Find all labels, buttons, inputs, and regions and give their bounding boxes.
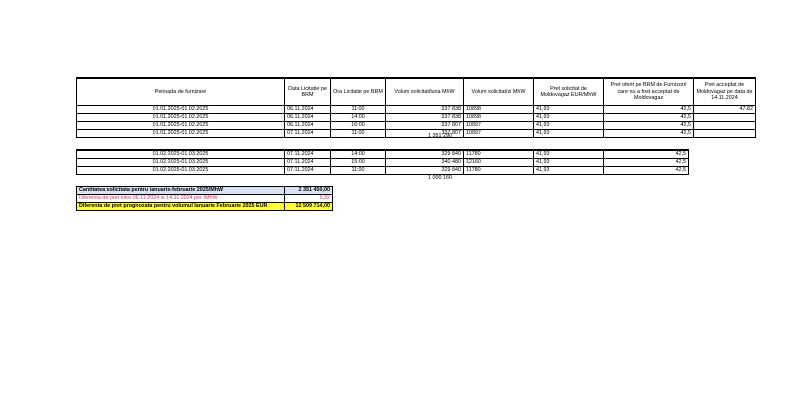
header-period: Perioada de furnizare	[77, 78, 285, 106]
cell-volume-month: 329 840	[386, 167, 464, 175]
cell-volume-day: 10898	[464, 114, 534, 122]
cell-period: 01.02.2025-01.03.2025	[77, 150, 285, 159]
header-auction-date: Data Licitatie pe BRM	[285, 78, 331, 106]
cell-volume-month: 340 480	[386, 159, 464, 167]
cell-time: 14:00	[331, 150, 386, 159]
cell-volume-day: 11780	[464, 167, 534, 175]
bids-table-february	[76, 149, 689, 175]
cell-period: 01.01.2025-01.02.2025	[77, 130, 285, 138]
header-requested-price: Pret solicitat de Moldovagaz EUR/MhW	[534, 78, 604, 106]
cell-accepted-price	[694, 130, 756, 138]
cell-time: 15:00	[331, 159, 386, 167]
cell-period: 01.02.2025-01.03.2025	[77, 159, 285, 167]
cell-volume-day: 10897	[464, 122, 534, 130]
cell-volume-day: 12160	[464, 159, 534, 167]
header-volume-month: Volum solicitat/luna MhW	[386, 78, 464, 106]
cell-period: 01.02.2025-01.03.2025	[77, 167, 285, 175]
table-row	[77, 130, 756, 138]
cell-date: 06.11.2024	[285, 122, 331, 130]
table-row	[77, 167, 689, 175]
cell-volume-month: 337 838	[386, 114, 464, 122]
summary-label: Cantitatea solicitata pentru ianuarie-februarie 2025/MhW	[77, 187, 285, 195]
cell-period: 01.01.2025-01.02.2025	[77, 122, 285, 130]
summary-value: 2 351 450,00	[285, 187, 333, 195]
table-header-row	[77, 78, 756, 106]
cell-offered-price: 42,5	[604, 106, 694, 114]
cell-accepted-price: 47,82	[694, 106, 756, 114]
cell-volume-month: 337 807	[386, 122, 464, 130]
cell-volume-day: 11780	[464, 150, 534, 159]
header-volume-day: Volum solicitat/zi MhW	[464, 78, 534, 106]
summary-value: 12 509 714,00	[285, 203, 333, 211]
total-january: 1 351 290	[428, 133, 452, 139]
cell-time: 14:00	[331, 114, 386, 122]
cell-accepted-price	[694, 114, 756, 122]
summary-row-quantity	[77, 187, 333, 195]
summary-value: 5,32	[285, 195, 333, 203]
table-row	[77, 106, 756, 114]
cell-offered-price: 42,5	[604, 167, 689, 175]
cell-volume-month: 337 838	[386, 106, 464, 114]
cell-requested-price: 41,93	[534, 167, 604, 175]
summary-row-price-diff	[77, 195, 333, 203]
summary-table	[76, 186, 333, 211]
cell-offered-price: 42,5	[604, 150, 689, 159]
header-accepted-price: Pret acceptat de Moldovagaz pe data de 14.11.2024	[694, 78, 756, 106]
cell-time: 16:00	[331, 122, 386, 130]
cell-volume-month: 329 840	[386, 150, 464, 159]
cell-time: 11:00	[331, 106, 386, 114]
cell-period: 01.01.2025-01.02.2025	[77, 106, 285, 114]
cell-period: 01.01.2025-01.02.2025	[77, 114, 285, 122]
cell-date: 06.11.2024	[285, 106, 331, 114]
cell-volume-month: 337 807	[386, 130, 464, 138]
table-row	[77, 122, 756, 130]
cell-requested-price: 41,93	[534, 106, 604, 114]
header-offered-price: Pret oferit pe BRM de Furnizori/ care nu a fost acceptat de Moldovagaz	[604, 78, 694, 106]
total-february: 1 000 160	[428, 175, 452, 181]
summary-label: Diferenta de pret prognozata pentru volumul Ianuarie Februarie 2025 EUR	[77, 203, 285, 211]
table-row	[77, 159, 689, 167]
cell-requested-price: 41,93	[534, 130, 604, 138]
summary-row-forecast	[77, 203, 333, 211]
cell-requested-price: 41,93	[534, 150, 604, 159]
cell-offered-price: 42,5	[604, 159, 689, 167]
cell-requested-price: 41,93	[534, 114, 604, 122]
cell-accepted-price	[694, 122, 756, 130]
cell-offered-price: 42,5	[604, 130, 694, 138]
cell-offered-price: 42,5	[604, 114, 694, 122]
cell-time: 11:00	[331, 167, 386, 175]
table-row	[77, 150, 689, 159]
bids-table-january	[76, 77, 756, 138]
cell-date: 07.11.2024	[285, 159, 331, 167]
cell-time: 11:00	[331, 130, 386, 138]
cell-date: 06.11.2024	[285, 114, 331, 122]
summary-label: Diferenta de pret intre 06.11.2024 si 14.11.2024 per /MhW	[77, 195, 285, 203]
cell-date: 07.11.2024	[285, 130, 331, 138]
cell-date: 07.11.2024	[285, 167, 331, 175]
cell-requested-price: 41,93	[534, 122, 604, 130]
cell-volume-day: 10897	[464, 130, 534, 138]
cell-requested-price: 41,93	[534, 159, 604, 167]
cell-offered-price: 42,5	[604, 122, 694, 130]
cell-date: 07.11.2024	[285, 150, 331, 159]
cell-volume-day: 10898	[464, 106, 534, 114]
header-auction-time: Ora Licitatie pe BRM	[331, 78, 386, 106]
table-row	[77, 114, 756, 122]
